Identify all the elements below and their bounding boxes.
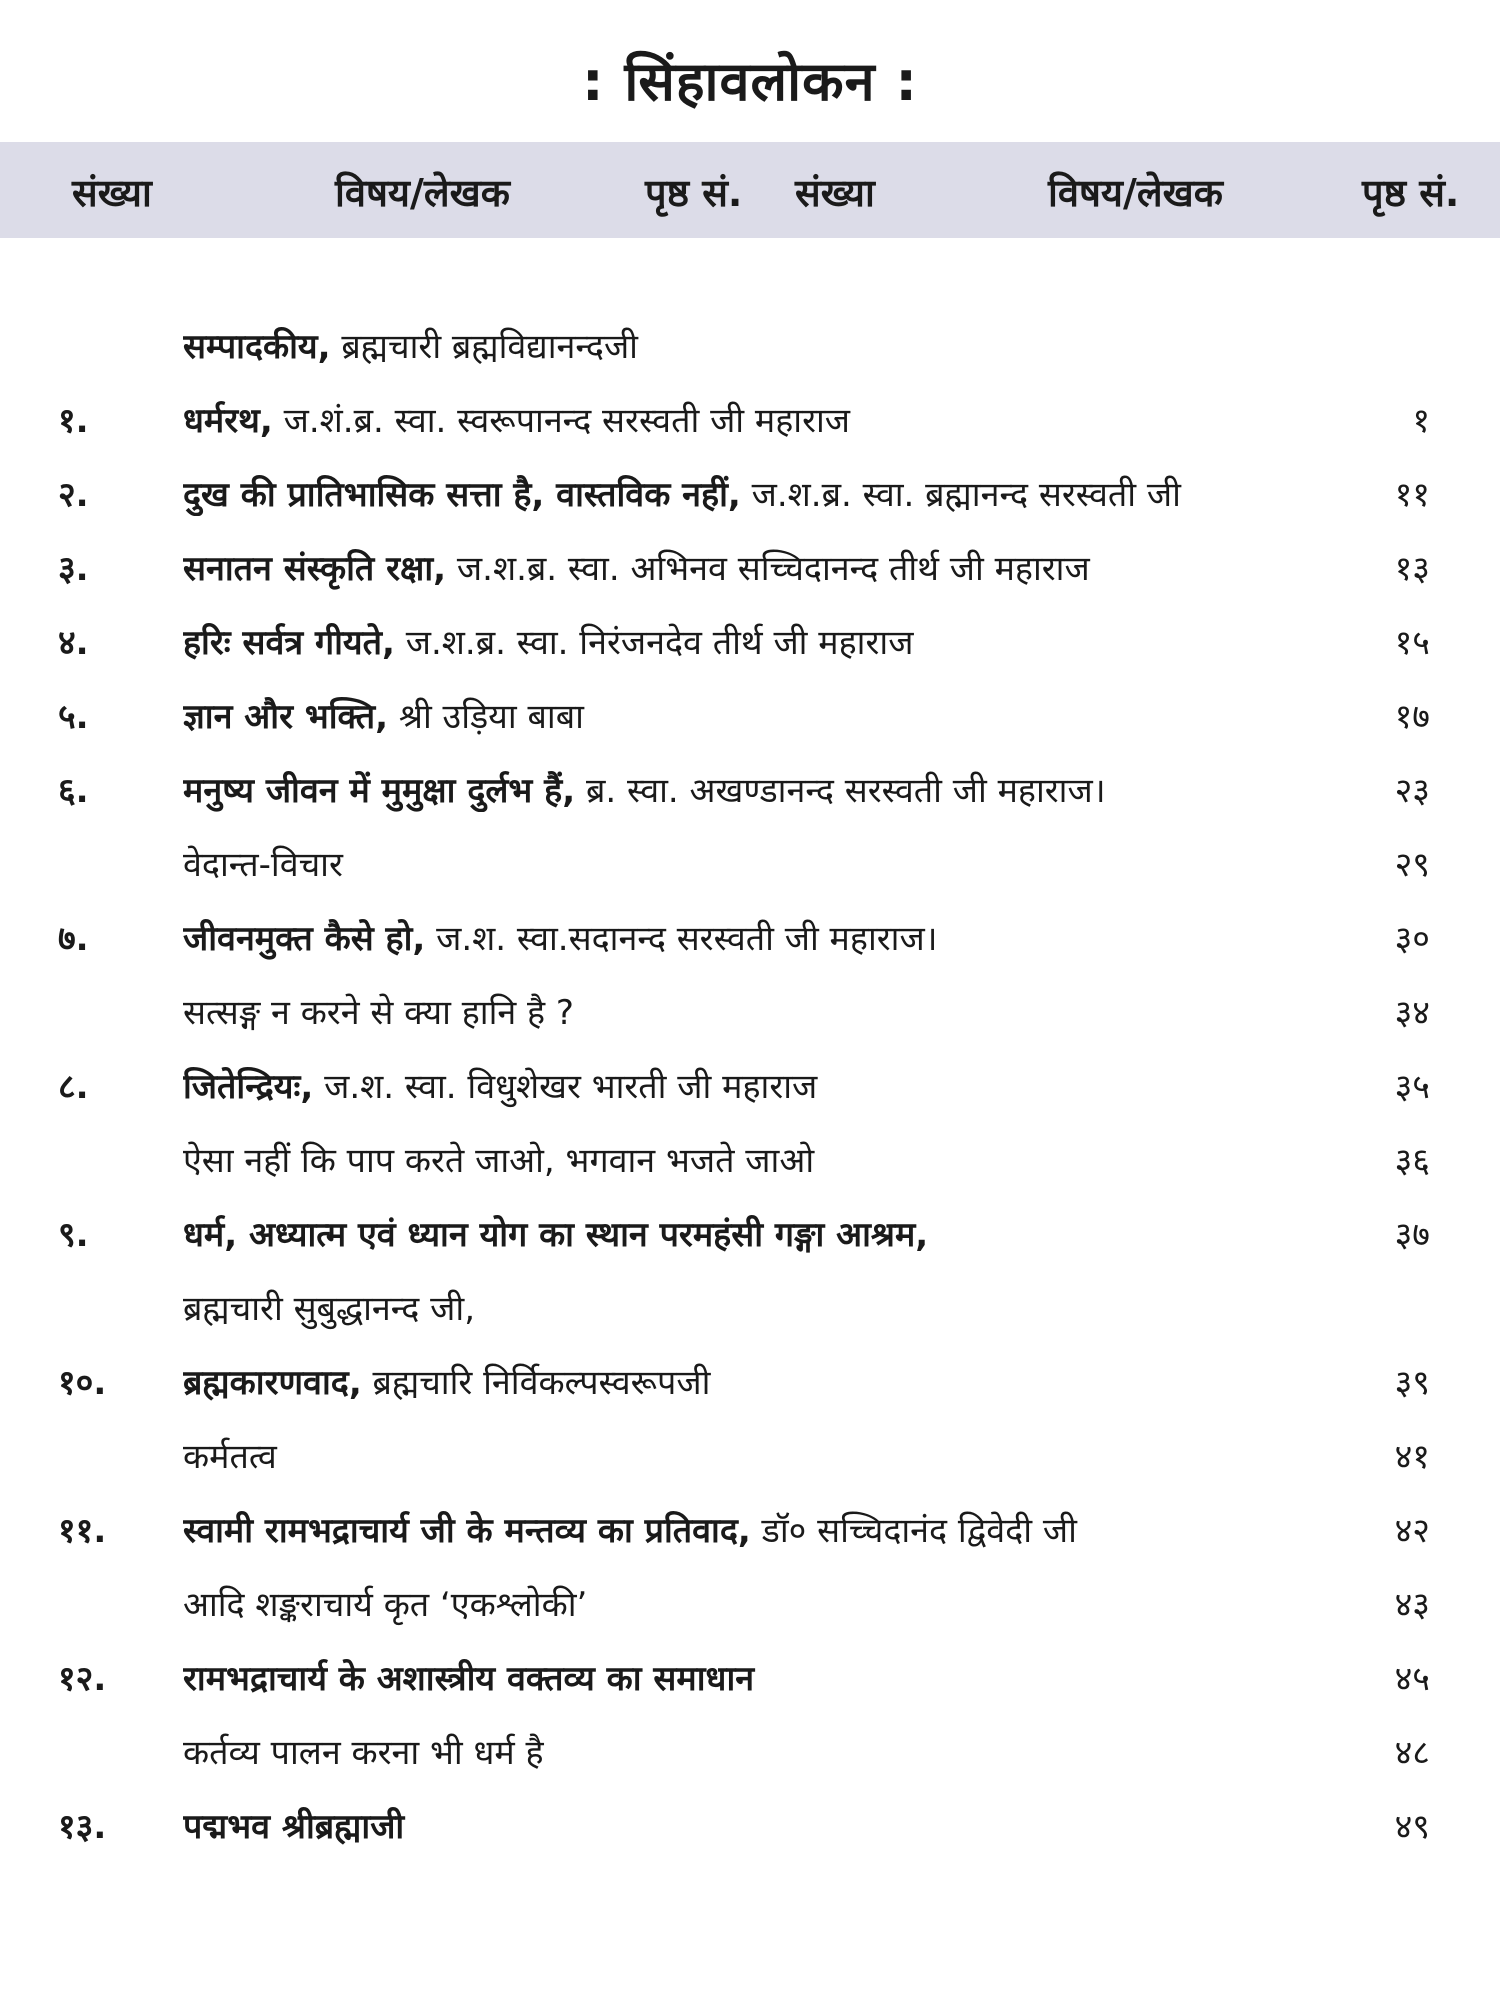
- toc-entry: [183, 1432, 1303, 1478]
- toc-author: ज.श. स्वा.सदानन्द सरस्वती जी महाराज।: [425, 919, 938, 959]
- toc-number: १२.: [58, 1659, 107, 1699]
- toc-entry: [183, 470, 1303, 516]
- toc-title: जितेन्द्रियः,: [183, 1067, 314, 1107]
- toc-entry: [183, 914, 1303, 960]
- toc-row: [0, 1580, 1500, 1654]
- toc-row: [0, 1284, 1500, 1358]
- toc-row: [0, 396, 1500, 470]
- toc-entry: [183, 1284, 1303, 1330]
- header-number-right: संख्या: [795, 171, 875, 215]
- toc-title: रामभद्राचार्य के अशास्त्रीय वक्तव्य का समाधान: [183, 1659, 755, 1699]
- toc-author: कर्तव्य पालन करना भी धर्म है: [183, 1733, 544, 1773]
- toc-row: [0, 544, 1500, 618]
- toc-page: २९: [1394, 845, 1430, 885]
- toc-number: १०.: [58, 1363, 107, 1403]
- toc-title: जीवनमुक्त कैसे हो,: [183, 919, 426, 959]
- toc-title: धर्म, अध्यात्म एवं ध्यान योग का स्थान परमहंसी गङ्गा आश्रम,: [183, 1215, 929, 1255]
- toc-page: १३: [1394, 549, 1430, 589]
- toc-author: ज.श.ब्र. स्वा. निरंजनदेव तीर्थ जी महाराज: [394, 623, 914, 663]
- toc-page: १५: [1394, 623, 1430, 663]
- toc-row: [0, 1432, 1500, 1506]
- toc-title: सनातन संस्कृति रक्षा,: [183, 549, 447, 589]
- toc-entry: [183, 692, 1303, 738]
- toc-entry: [183, 1728, 1303, 1774]
- toc-title: पद्मभव श्रीब्रह्माजी: [183, 1807, 405, 1847]
- toc-title: ब्रह्मकारणवाद,: [183, 1363, 362, 1403]
- toc-page: ३९: [1394, 1363, 1430, 1403]
- toc-row: [0, 766, 1500, 840]
- toc-author: ज.शं.ब्र. स्वा. स्वरूपानन्द सरस्वती जी महाराज: [272, 401, 851, 441]
- toc-row: [0, 1802, 1500, 1876]
- toc-page: ३४: [1394, 993, 1430, 1033]
- toc-row: [0, 1062, 1500, 1136]
- toc-number: १३.: [58, 1807, 107, 1847]
- toc-page: ४३: [1394, 1585, 1430, 1625]
- toc-author: ब्रह्मचारि निर्विकल्पस्वरूपजी: [361, 1363, 711, 1403]
- toc-author: वेदान्त-विचार: [183, 845, 343, 885]
- header-subject-author-right: विषय/लेखक: [1048, 171, 1223, 215]
- toc-title: स्वामी रामभद्राचार्य जी के मन्तव्य का प्रतिवाद,: [183, 1511, 751, 1551]
- toc-entry: [183, 396, 1303, 442]
- toc-row: [0, 1358, 1500, 1432]
- toc-author: श्री उड़िया बाबा: [388, 697, 584, 737]
- toc-row: [0, 1506, 1500, 1580]
- toc-author: सत्सङ्ग न करने से क्या हानि है ?: [183, 993, 574, 1033]
- toc-row: [0, 322, 1500, 396]
- toc-entry: [183, 840, 1303, 886]
- toc-page: ३७: [1394, 1215, 1430, 1255]
- toc-entry: [183, 766, 1303, 812]
- toc-number: ९.: [58, 1215, 89, 1255]
- toc-entry: [183, 988, 1303, 1034]
- toc-title: मनुष्य जीवन में मुमुक्षा दुर्लभ हैं,: [183, 771, 576, 811]
- toc-author: आदि शङ्कराचार्य कृत ‘एकश्लोकी’: [183, 1585, 588, 1625]
- toc-page: ४१: [1394, 1437, 1430, 1477]
- toc-number: ११.: [58, 1511, 107, 1551]
- toc-page: ३५: [1394, 1067, 1430, 1107]
- toc-page: ११: [1394, 475, 1430, 515]
- toc-row: [0, 1728, 1500, 1802]
- toc-title: दुख की प्रातिभासिक सत्ता है, वास्तविक नहीं,: [183, 475, 741, 515]
- toc-page: ४५: [1394, 1659, 1430, 1699]
- header-number-left: संख्या: [72, 171, 152, 215]
- toc-entry: [183, 618, 1303, 664]
- toc-number: ५.: [58, 697, 89, 737]
- toc-author: ज.श.ब्र. स्वा. ब्रह्मानन्द सरस्वती जी: [740, 475, 1181, 515]
- toc-row: [0, 988, 1500, 1062]
- toc-author: ब्रह्मचारी सुबुद्धानन्द जी,: [183, 1289, 476, 1329]
- toc-entry: [183, 1654, 1303, 1700]
- toc-author: कर्मतत्व: [183, 1437, 277, 1477]
- toc-page: ४८: [1394, 1733, 1430, 1773]
- toc-row: [0, 914, 1500, 988]
- toc-title: ज्ञान और भक्ति,: [183, 697, 389, 737]
- toc-page: १७: [1394, 697, 1430, 737]
- toc-title: हरिः सर्वत्र गीयते,: [183, 623, 395, 663]
- toc-title: सम्पादकीय,: [183, 327, 331, 367]
- toc-author: ज.श.ब्र. स्वा. अभिनव सच्चिदानन्द तीर्थ जी महाराज: [446, 549, 1090, 589]
- toc-entry: [183, 1358, 1303, 1404]
- toc-page: २३: [1394, 771, 1430, 811]
- toc-page: ३६: [1394, 1141, 1430, 1181]
- toc-author: ऐसा नहीं कि पाप करते जाओ, भगवान भजते जाओ: [183, 1141, 815, 1181]
- toc-row: [0, 470, 1500, 544]
- toc-row: [0, 1654, 1500, 1728]
- toc-entry: [183, 1062, 1303, 1108]
- header-page-left: पृष्ठ सं.: [645, 171, 743, 215]
- table-header-band: [0, 142, 1500, 238]
- toc-page: ४२: [1394, 1511, 1430, 1551]
- toc-entry: [183, 1580, 1303, 1626]
- toc-entry: [183, 322, 1303, 368]
- toc-author: ज.श. स्वा. विधुशेखर भारती जी महाराज: [313, 1067, 818, 1107]
- toc-page: ४९: [1394, 1807, 1430, 1847]
- toc-number: १.: [58, 401, 89, 441]
- toc-number: ६.: [58, 771, 89, 811]
- toc-row: [0, 618, 1500, 692]
- page-title: : सिंहावलोकन :: [581, 50, 918, 113]
- toc-title: धर्मरथ,: [183, 401, 273, 441]
- toc-number: ४.: [58, 623, 89, 663]
- toc-entry: [183, 1506, 1303, 1552]
- toc-number: २.: [58, 475, 89, 515]
- toc-number: ३.: [58, 549, 89, 589]
- toc-row: [0, 1210, 1500, 1284]
- toc-entry: [183, 544, 1303, 590]
- toc-author: ब्रह्मचारी ब्रह्मविद्यानन्दजी: [330, 327, 638, 367]
- toc-entry: [183, 1210, 1303, 1256]
- toc-number: ८.: [58, 1067, 89, 1107]
- toc-row: [0, 1136, 1500, 1210]
- toc-entry: [183, 1802, 1303, 1848]
- header-page-right: पृष्ठ सं.: [1362, 171, 1460, 215]
- toc-entry: [183, 1136, 1303, 1182]
- toc-page: ३०: [1394, 919, 1430, 959]
- toc-number: ७.: [58, 919, 89, 959]
- toc-page: १: [1412, 401, 1430, 441]
- toc-author: ब्र. स्वा. अखण्डानन्द सरस्वती जी महाराज।: [575, 771, 1106, 811]
- toc-author: डॉ० सच्चिदानंद द्विवेदी जी: [750, 1511, 1077, 1551]
- header-subject-author-left: विषय/लेखक: [335, 171, 510, 215]
- toc-row: [0, 692, 1500, 766]
- toc-row: [0, 840, 1500, 914]
